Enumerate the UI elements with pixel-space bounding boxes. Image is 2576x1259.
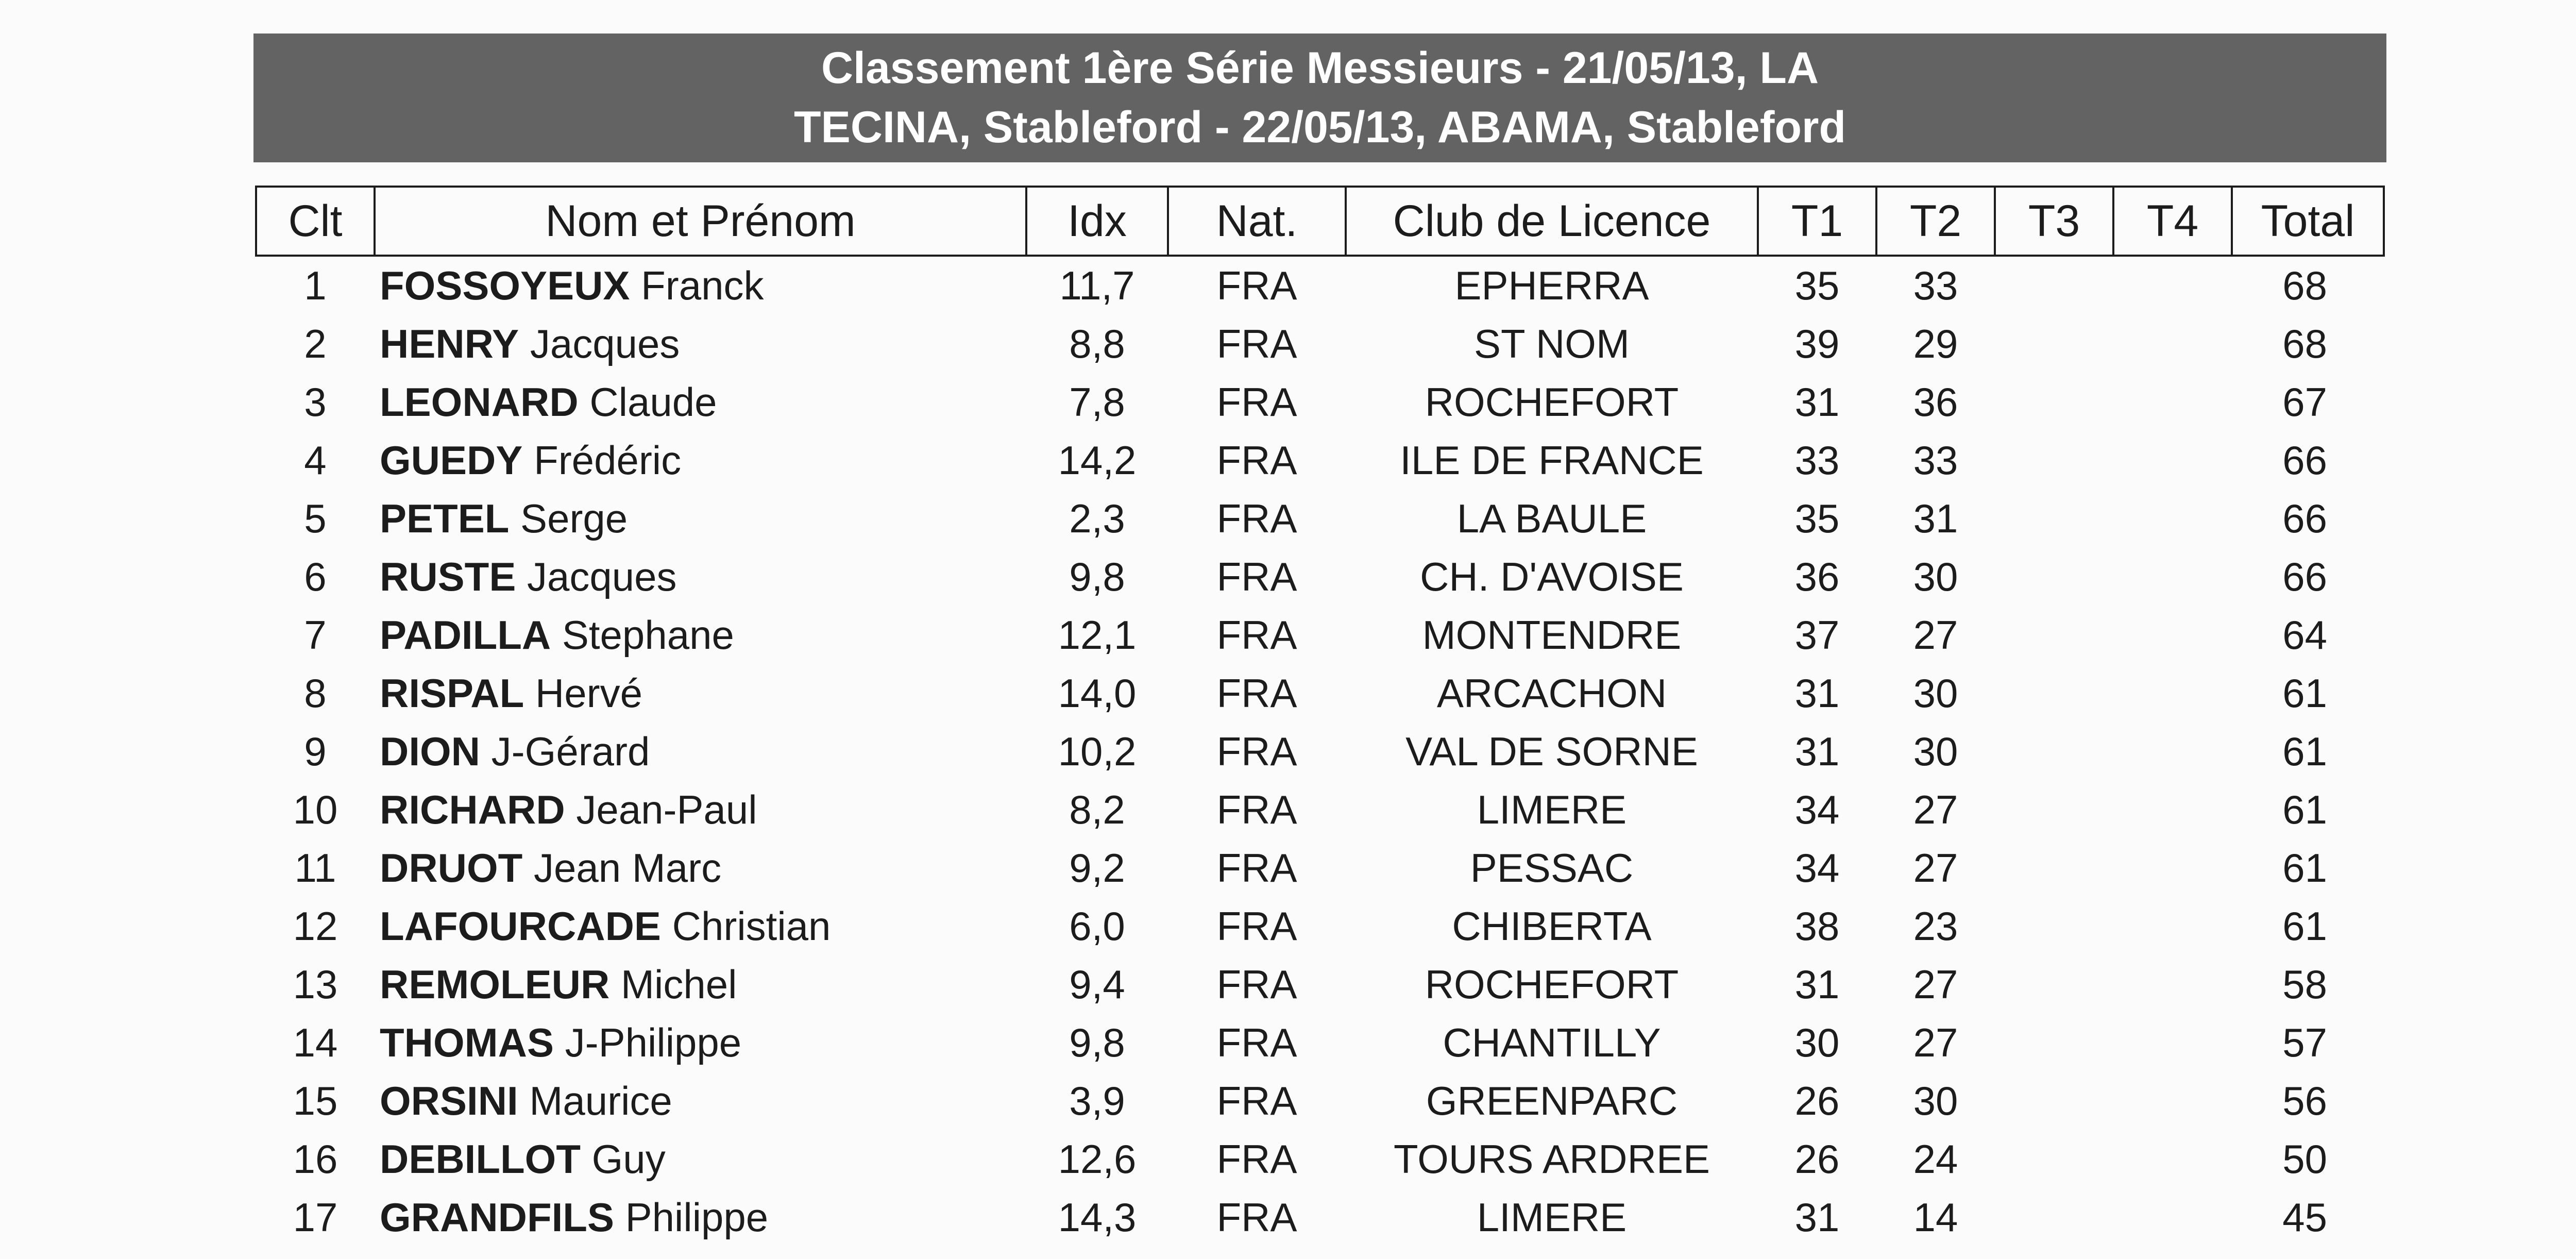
last-name: RISPAL (380, 670, 524, 716)
header-club: Club de Licence (1346, 187, 1758, 256)
table-row (256, 723, 2384, 781)
round1-cell: 33 (1794, 438, 1840, 483)
round2-cell: 30 (1913, 1078, 1958, 1123)
round1-cell: 31 (1794, 670, 1840, 716)
table-row (256, 1188, 2384, 1247)
rank-cell: 12 (293, 903, 338, 949)
total-cell: 66 (2282, 438, 2327, 483)
nationality-cell: FRA (1216, 554, 1297, 599)
table-row (256, 1072, 2384, 1130)
round3-cell (1995, 490, 2113, 548)
table-row (256, 490, 2384, 548)
last-name: RUSTE (380, 554, 516, 599)
total-cell: 57 (2282, 1020, 2327, 1065)
nationality-cell: FRA (1216, 496, 1297, 541)
round1-cell: 38 (1794, 903, 1840, 949)
rank-cell: 5 (304, 496, 327, 541)
index-cell: 10,2 (1058, 729, 1137, 774)
rank-cell: 17 (293, 1195, 338, 1240)
total-cell: 61 (2282, 670, 2327, 716)
title-line-2: TECINA, Stableford - 22/05/13, ABAMA, Stableford (793, 103, 1846, 152)
table-row (256, 955, 2384, 1014)
title-banner (253, 33, 2386, 162)
table-row (256, 315, 2384, 373)
header-total: Total (2232, 187, 2384, 256)
club-cell: CHANTILLY (1443, 1020, 1661, 1065)
last-name: DRUOT (380, 845, 523, 891)
round1-cell: 35 (1794, 263, 1840, 308)
club-cell: ILE DE FRANCE (1400, 438, 1704, 483)
player-name-cell (375, 1188, 1026, 1247)
round1-cell: 31 (1794, 729, 1840, 774)
round2-cell: 27 (1913, 962, 1958, 1007)
club-cell: ROCHEFORT (1425, 379, 1679, 425)
table-row (256, 431, 2384, 490)
club-cell: CH. D'AVOISE (1420, 554, 1684, 599)
round4-cell (2113, 256, 2232, 315)
last-name: PETEL (380, 496, 510, 541)
first-name: Maurice (529, 1078, 672, 1123)
header-t2: T2 (1876, 187, 1995, 256)
player-name-cell (375, 723, 1026, 781)
player-name-cell (375, 431, 1026, 490)
player-name-cell (375, 315, 1026, 373)
table-row (256, 664, 2384, 723)
total-cell: 61 (2282, 729, 2327, 774)
last-name: FOSSOYEUX (380, 263, 630, 308)
club-cell: ST NOM (1474, 321, 1630, 366)
nationality-cell: FRA (1216, 729, 1297, 774)
index-cell: 14,3 (1058, 1195, 1137, 1240)
header-row (256, 187, 2384, 256)
last-name: RICHARD (380, 787, 565, 832)
rank-cell: 9 (304, 729, 327, 774)
index-cell: 12,6 (1058, 1136, 1137, 1182)
first-name: Stephane (562, 612, 734, 658)
rank-cell: 15 (293, 1078, 338, 1123)
round1-cell: 34 (1794, 787, 1840, 832)
round2-cell: 23 (1913, 903, 1958, 949)
player-name-cell (375, 1130, 1026, 1188)
table-row (256, 606, 2384, 664)
round1-cell: 34 (1794, 845, 1840, 891)
rank-cell: 10 (293, 787, 338, 832)
player-name-cell (375, 1072, 1026, 1130)
round2-cell: 30 (1913, 670, 1958, 716)
total-cell: 61 (2282, 787, 2327, 832)
nationality-cell: FRA (1216, 670, 1297, 716)
index-cell: 8,8 (1069, 321, 1125, 366)
last-name: PADILLA (380, 612, 551, 658)
round1-cell: 39 (1794, 321, 1840, 366)
round4-cell (2113, 664, 2232, 723)
round2-cell: 29 (1913, 321, 1958, 366)
round2-cell: 36 (1913, 379, 1958, 425)
table-row (256, 373, 2384, 431)
first-name: Christian (672, 903, 831, 949)
round1-cell: 35 (1794, 496, 1840, 541)
last-name: GRANDFILS (380, 1195, 614, 1240)
club-cell: TOURS ARDREE (1393, 1136, 1710, 1182)
nationality-cell: FRA (1216, 903, 1297, 949)
round4-cell (2113, 490, 2232, 548)
rank-cell: 7 (304, 612, 327, 658)
round3-cell (1995, 1188, 2113, 1247)
rank-cell: 8 (304, 670, 327, 716)
nationality-cell: FRA (1216, 1136, 1297, 1182)
round3-cell (1995, 548, 2113, 606)
last-name: LEONARD (380, 379, 579, 425)
last-name: GUEDY (380, 438, 523, 483)
table-row (256, 897, 2384, 955)
club-cell: VAL DE SORNE (1405, 729, 1698, 774)
rank-cell: 13 (293, 962, 338, 1007)
round4-cell (2113, 955, 2232, 1014)
round1-cell: 36 (1794, 554, 1840, 599)
round4-cell (2113, 373, 2232, 431)
round4-cell (2113, 431, 2232, 490)
round3-cell (1995, 606, 2113, 664)
first-name: Frédéric (534, 438, 682, 483)
table-row (256, 1014, 2384, 1072)
index-cell: 9,8 (1069, 554, 1125, 599)
rank-cell: 1 (304, 263, 327, 308)
nationality-cell: FRA (1216, 1020, 1297, 1065)
first-name: Michel (621, 962, 737, 1007)
first-name: Jean-Paul (576, 787, 757, 832)
round2-cell: 24 (1913, 1136, 1958, 1182)
first-name: Jean Marc (533, 845, 722, 891)
total-cell: 66 (2282, 496, 2327, 541)
index-cell: 9,2 (1069, 845, 1125, 891)
player-name-cell (375, 664, 1026, 723)
round4-cell (2113, 606, 2232, 664)
round1-cell: 31 (1794, 962, 1840, 1007)
round4-cell (2113, 1072, 2232, 1130)
player-name-cell (375, 606, 1026, 664)
round1-cell: 37 (1794, 612, 1840, 658)
nationality-cell: FRA (1216, 263, 1297, 308)
round1-cell: 26 (1794, 1078, 1840, 1123)
first-name: J-Philippe (565, 1020, 742, 1065)
total-cell: 61 (2282, 845, 2327, 891)
last-name: HENRY (380, 321, 519, 366)
nationality-cell: FRA (1216, 1078, 1297, 1123)
round1-cell: 31 (1794, 379, 1840, 425)
round1-cell: 26 (1794, 1136, 1840, 1182)
total-cell: 45 (2282, 1195, 2327, 1240)
first-name: Guy (591, 1136, 666, 1182)
last-name: REMOLEUR (380, 962, 610, 1007)
index-cell: 7,8 (1069, 379, 1125, 425)
header-t1: T1 (1758, 187, 1876, 256)
index-cell: 12,1 (1058, 612, 1137, 658)
round4-cell (2113, 315, 2232, 373)
index-cell: 11,7 (1059, 263, 1135, 308)
index-cell: 9,8 (1069, 1020, 1125, 1065)
nationality-cell: FRA (1216, 962, 1297, 1007)
index-cell: 14,2 (1058, 438, 1137, 483)
round1-cell: 31 (1794, 1195, 1840, 1240)
round3-cell (1995, 373, 2113, 431)
total-cell: 68 (2282, 263, 2327, 308)
total-cell: 64 (2282, 612, 2327, 658)
rank-cell: 4 (304, 438, 327, 483)
player-name-cell (375, 955, 1026, 1014)
header-name: Nom et Prénom (375, 187, 1026, 256)
round4-cell (2113, 1014, 2232, 1072)
round2-cell: 31 (1913, 496, 1958, 541)
total-cell: 50 (2282, 1136, 2327, 1182)
player-name-cell (375, 490, 1026, 548)
round3-cell (1995, 723, 2113, 781)
round4-cell (2113, 548, 2232, 606)
total-cell: 67 (2282, 379, 2327, 425)
round3-cell (1995, 897, 2113, 955)
round2-cell: 33 (1913, 438, 1958, 483)
table-row (256, 256, 2384, 315)
round3-cell (1995, 1014, 2113, 1072)
table-row (256, 548, 2384, 606)
total-cell: 66 (2282, 554, 2327, 599)
header-nat: Nat. (1168, 187, 1346, 256)
club-cell: MONTENDRE (1422, 612, 1682, 658)
last-name: ORSINI (380, 1078, 518, 1123)
index-cell: 14,0 (1058, 670, 1137, 716)
index-cell: 9,4 (1069, 962, 1125, 1007)
player-name-cell (375, 1014, 1026, 1072)
club-cell: GREENPARC (1426, 1078, 1678, 1123)
round3-cell (1995, 315, 2113, 373)
round3-cell (1995, 781, 2113, 839)
round3-cell (1995, 1072, 2113, 1130)
total-cell: 56 (2282, 1078, 2327, 1123)
table-row (256, 1130, 2384, 1188)
rank-cell: 16 (293, 1136, 338, 1182)
total-cell: 58 (2282, 962, 2327, 1007)
round2-cell: 30 (1913, 729, 1958, 774)
nationality-cell: FRA (1216, 1195, 1297, 1240)
index-cell: 6,0 (1069, 903, 1125, 949)
table-row (256, 781, 2384, 839)
club-cell: PESSAC (1470, 845, 1634, 891)
player-name-cell (375, 256, 1026, 315)
player-name-cell (375, 897, 1026, 955)
rank-cell: 6 (304, 554, 327, 599)
first-name: Franck (641, 263, 764, 308)
round4-cell (2113, 723, 2232, 781)
player-name-cell (375, 548, 1026, 606)
round2-cell: 27 (1913, 845, 1958, 891)
round2-cell: 27 (1913, 1020, 1958, 1065)
index-cell: 2,3 (1069, 496, 1125, 541)
header-t3: T3 (1995, 187, 2113, 256)
index-cell: 3,9 (1069, 1078, 1125, 1123)
results-body (256, 256, 2384, 1247)
club-cell: CHIBERTA (1452, 903, 1652, 949)
club-cell: ROCHEFORT (1425, 962, 1679, 1007)
player-name-cell (375, 839, 1026, 897)
round2-cell: 27 (1913, 612, 1958, 658)
rank-cell: 3 (304, 379, 327, 425)
round2-cell: 33 (1913, 263, 1958, 308)
club-cell: LA BAULE (1456, 496, 1647, 541)
nationality-cell: FRA (1216, 438, 1297, 483)
round3-cell (1995, 839, 2113, 897)
player-name-cell (375, 373, 1026, 431)
first-name: Claude (589, 379, 717, 425)
title-line-1: Classement 1ère Série Messieurs - 21/05/13, LA (821, 43, 1819, 93)
round3-cell (1995, 664, 2113, 723)
last-name: THOMAS (380, 1020, 554, 1065)
first-name: J-Gérard (491, 729, 650, 774)
round3-cell (1995, 431, 2113, 490)
club-cell: LIMERE (1477, 787, 1627, 832)
club-cell: LIMERE (1477, 1195, 1627, 1240)
round3-cell (1995, 955, 2113, 1014)
round4-cell (2113, 897, 2232, 955)
header-idx: Idx (1026, 187, 1168, 256)
first-name: Serge (520, 496, 628, 541)
round1-cell: 30 (1794, 1020, 1840, 1065)
first-name: Philippe (625, 1195, 769, 1240)
nationality-cell: FRA (1216, 321, 1297, 366)
first-name: Jacques (530, 321, 680, 366)
last-name: LAFOURCADE (380, 903, 661, 949)
round4-cell (2113, 781, 2232, 839)
index-cell: 8,2 (1069, 787, 1125, 832)
rank-cell: 14 (293, 1020, 338, 1065)
nationality-cell: FRA (1216, 612, 1297, 658)
round3-cell (1995, 1130, 2113, 1188)
results-table (255, 186, 2385, 1247)
round2-cell: 30 (1913, 554, 1958, 599)
round2-cell: 14 (1913, 1195, 1958, 1240)
nationality-cell: FRA (1216, 845, 1297, 891)
club-cell: EPHERRA (1454, 263, 1649, 308)
header-clt: Clt (256, 187, 375, 256)
rank-cell: 2 (304, 321, 327, 366)
total-cell: 61 (2282, 903, 2327, 949)
last-name: DION (380, 729, 480, 774)
first-name: Hervé (535, 670, 642, 716)
header-t4: T4 (2113, 187, 2232, 256)
round2-cell: 27 (1913, 787, 1958, 832)
rank-cell: 11 (294, 845, 336, 891)
round4-cell (2113, 839, 2232, 897)
round4-cell (2113, 1188, 2232, 1247)
club-cell: ARCACHON (1436, 670, 1667, 716)
round3-cell (1995, 256, 2113, 315)
nationality-cell: FRA (1216, 787, 1297, 832)
table-row (256, 839, 2384, 897)
player-name-cell (375, 781, 1026, 839)
total-cell: 68 (2282, 321, 2327, 366)
nationality-cell: FRA (1216, 379, 1297, 425)
round4-cell (2113, 1130, 2232, 1188)
last-name: DEBILLOT (380, 1136, 581, 1182)
first-name: Jacques (527, 554, 677, 599)
